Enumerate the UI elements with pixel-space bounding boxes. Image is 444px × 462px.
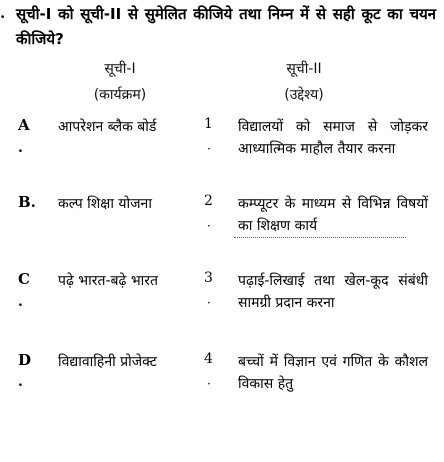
list1-item-b: कल्प शिक्षा योजना bbox=[58, 196, 152, 212]
row-letter-d: D bbox=[18, 351, 32, 369]
question-number-mark: . bbox=[0, 4, 6, 22]
row-dot-c: . bbox=[18, 294, 23, 310]
list2-item-2: कम्प्यूटर के माध्यम से विभिन्न विषयों का शिक्षण कार्य bbox=[238, 196, 428, 234]
row-dot-d: . bbox=[18, 374, 23, 390]
dotted-divider bbox=[234, 237, 406, 238]
list2-number-dot-4: · bbox=[207, 377, 211, 391]
list2-item-3: पढ़ाई-लिखाई तथा खेल-कूद संबंधी सामग्री प्रदान करना bbox=[238, 273, 428, 311]
list2-number-dot-3: · bbox=[207, 296, 211, 310]
left-column-subtitle: (कार्यक्रम) bbox=[93, 87, 147, 103]
row-letter-b: B. bbox=[18, 193, 36, 211]
row-letter-c: C bbox=[18, 270, 30, 288]
list2-number-dot-1: · bbox=[207, 142, 211, 156]
list2-number-4: 4 bbox=[204, 351, 213, 367]
list2-number-1: 1 bbox=[204, 116, 213, 132]
list2-number-3: 3 bbox=[204, 270, 213, 286]
list1-item-d: विद्यावाहिनी प्रोजेक्ट bbox=[58, 354, 157, 370]
right-column-title: सूची-II bbox=[286, 61, 322, 77]
left-column-title: सूची-I bbox=[104, 61, 136, 77]
list1-item-a: आपरेशन ब्लैक बोर्ड bbox=[58, 119, 157, 135]
list2-number-dot-2: · bbox=[207, 219, 211, 233]
right-column-subtitle: (उद्देश्य) bbox=[284, 87, 324, 103]
list1-item-c: पढ़े भारत-बढ़े भारत bbox=[58, 273, 159, 289]
row-letter-a: A bbox=[18, 116, 30, 134]
row-dot-a: . bbox=[18, 140, 23, 156]
list2-item-4: बच्चों में विज्ञान एवं गणित के कौशल विकास हेतु bbox=[238, 354, 428, 392]
list2-item-1: विद्यालयों को समाज से जोड़कर आध्यात्मिक माहौल तैयार करना bbox=[238, 119, 428, 157]
question-text: सूची-I को सूची-II से सुमेलित कीजिये तथा निम्न में से सही कूट का चयन कीजिये? bbox=[16, 5, 436, 48]
list2-number-2: 2 bbox=[204, 193, 213, 209]
